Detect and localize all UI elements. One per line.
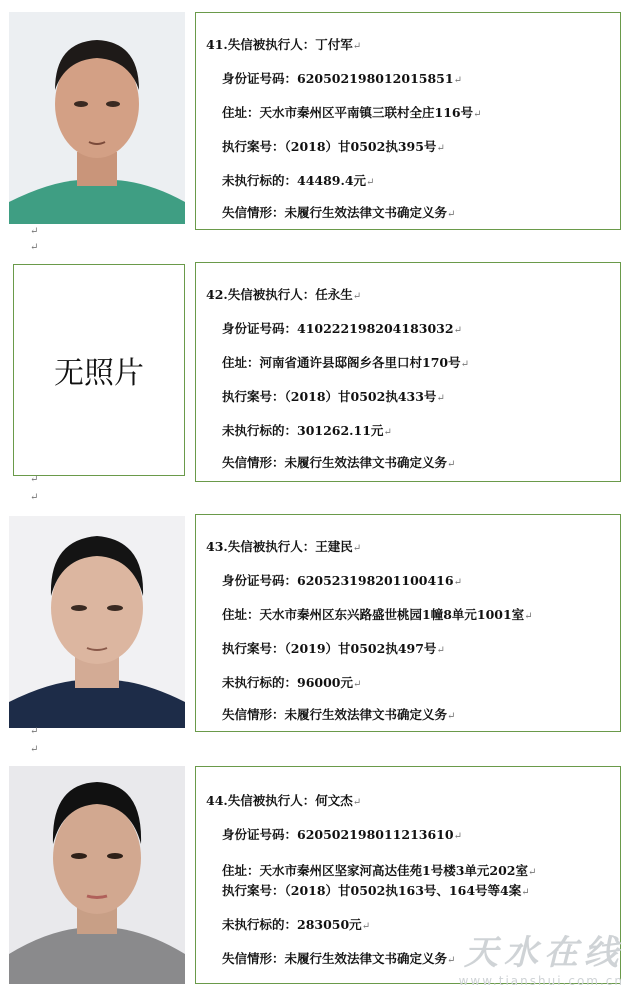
dishonest-situation: 失信情形：未履行生效法律文书确定义务↵ — [222, 707, 456, 722]
person-photo-43 — [9, 516, 185, 728]
dishonest-situation: 失信情形：未履行生效法律文书确定义务↵ — [222, 951, 456, 966]
case-number: 执行案号：（2018）甘0502执395号↵ — [222, 139, 445, 154]
paragraph-mark: ↵ — [30, 474, 39, 485]
watermark-text: 天水在线 — [464, 933, 624, 973]
address: 住址：天水市秦州区坚家河高达佳苑1号楼3单元202室↵ — [222, 863, 537, 878]
case-number: 执行案号：（2018）甘0502执163号、164号等4案↵ — [222, 883, 530, 898]
paragraph-mark: ↵ — [30, 242, 39, 253]
dishonest-situation: 失信情形：未履行生效法律文书确定义务↵ — [222, 205, 456, 220]
no-photo-label: 无照片 — [54, 356, 144, 391]
paragraph-mark: ↵ — [30, 744, 39, 755]
paragraph-mark: ↵ — [30, 726, 39, 737]
address: 住址：天水市秦州区平南镇三联村全庄116号↵ — [222, 105, 482, 120]
record-title: 41.失信被执行人：丁付军↵ — [206, 37, 362, 52]
portrait-image — [9, 12, 185, 224]
portrait-image — [9, 516, 185, 728]
id-number: 身份证号码：620502198011213610↵ — [222, 827, 462, 842]
record-title: 42.失信被执行人：任永生↵ — [206, 287, 362, 302]
record-card-42 — [195, 262, 621, 482]
case-number: 执行案号：（2019）甘0502执497号↵ — [222, 641, 445, 656]
unexecuted-amount: 未执行标的：283050元↵ — [222, 917, 371, 932]
unexecuted-amount: 未执行标的：301262.11元↵ — [222, 423, 392, 438]
portrait-image — [9, 766, 185, 984]
paragraph-mark: ↵ — [30, 492, 39, 503]
unexecuted-amount: 未执行标的：44489.4元↵ — [222, 173, 375, 188]
no-photo-placeholder — [13, 264, 185, 476]
person-photo-41 — [9, 12, 185, 224]
address: 住址：河南省通许县邸阁乡各里口村170号↵ — [222, 355, 469, 370]
site-watermark — [459, 925, 624, 988]
id-number: 身份证号码：410222198204183032↵ — [222, 321, 462, 336]
watermark-url: www.tianshui.com.cn — [458, 974, 624, 988]
unexecuted-amount: 未执行标的：96000元↵ — [222, 675, 362, 690]
paragraph-mark: ↵ — [30, 226, 39, 237]
case-number: 执行案号：（2018）甘0502执433号↵ — [222, 389, 445, 404]
record-card-41 — [195, 12, 621, 230]
address: 住址：天水市秦州区东兴路盛世桃园1幢8单元1001室↵ — [222, 607, 533, 622]
record-title: 44.失信被执行人：何文杰↵ — [206, 793, 362, 808]
dishonest-situation: 失信情形：未履行生效法律文书确定义务↵ — [222, 455, 456, 470]
record-card-43 — [195, 514, 621, 732]
id-number: 身份证号码：620502198012015851↵ — [222, 71, 462, 86]
id-number: 身份证号码：620523198201100416↵ — [222, 573, 462, 588]
record-title: 43.失信被执行人：王建民↵ — [206, 539, 362, 554]
person-photo-44 — [9, 766, 185, 984]
